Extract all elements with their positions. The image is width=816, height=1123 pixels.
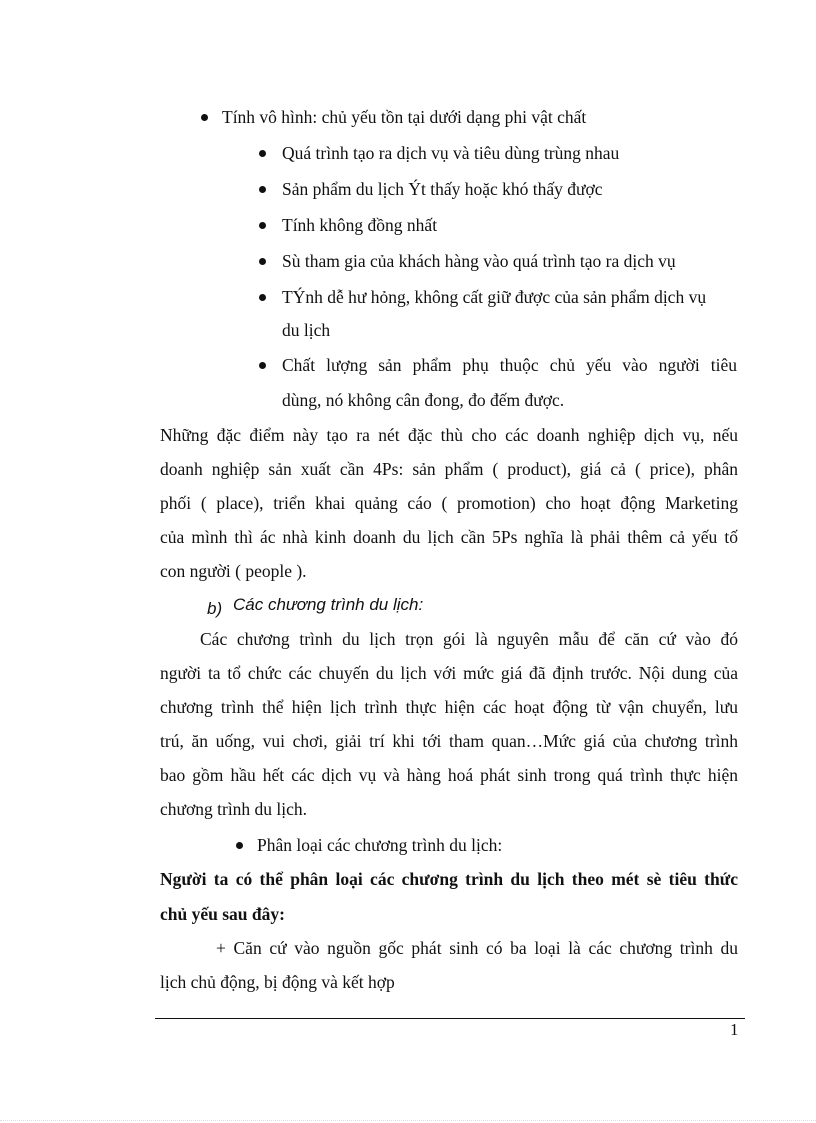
list-item-continuation: dùng, nó không cân đong, đo đếm được. (282, 390, 565, 410)
list-item: Quá trình tạo ra dịch vụ và tiêu dùng trùng nhau (282, 143, 620, 163)
bold-paragraph-line: chủ yếu sau đây: (160, 904, 285, 924)
paragraph-line: chương trình thể hiện lịch trình thực hiện các hoạt động từ vận chuyển, lưu (160, 697, 738, 717)
list-item-continuation: du lịch (282, 320, 331, 340)
list-item: Phân loại các chương trình du lịch: (257, 835, 503, 855)
paragraph-line: phối ( place), triển khai quảng cáo ( promotion) cho hoạt động Marketing (160, 493, 738, 513)
paragraph-line: trú, ăn uống, vui chơi, giải trí khi tới tham quan…Mức giá của chương trình (160, 731, 738, 751)
paragraph-line: doanh nghiệp sản xuất cần 4Ps: sản phẩm ( product), giá cả ( price), phân (160, 459, 738, 479)
bold-paragraph-line: Người ta có thể phân loại các chương trình du lịch theo mét sè tiêu thức (160, 869, 738, 889)
paragraph-line: chương trình du lịch. (160, 799, 308, 819)
list-item: Chất lượng sản phẩm phụ thuộc chủ yếu vào người tiêu (282, 355, 737, 375)
list-item: TÝnh dễ hư hỏng, không cất giữ được của sản phẩm dịch vụ (282, 287, 707, 307)
list-item: Tính vô hình: chủ yếu tồn tại dưới dạng phi vật chất (222, 107, 587, 127)
list-item: Tính không đồng nhất (282, 215, 438, 235)
list-item: Sản phẩm du lịch Ýt thấy hoặc khó thấy được (282, 179, 603, 199)
paragraph-line: + Căn cứ vào nguồn gốc phát sinh có ba loại là các chương trình du (216, 938, 738, 958)
bullet-dot (236, 842, 243, 849)
section-title: Các chương trình du lịch: (233, 595, 424, 614)
page-number: 1 (730, 1020, 739, 1039)
bullet-dot (259, 186, 266, 193)
bullet-dot (259, 150, 266, 157)
paragraph-line: bao gồm hầu hết các dịch vụ và hàng hoá phát sinh trong quá trình thực hiện (160, 765, 738, 785)
paragraph-line: của mình thì ác nhà kinh doanh du lịch cần 5Ps nghĩa là phải thêm cả yếu tố (160, 527, 738, 547)
page-bottom-border (0, 1120, 816, 1121)
bullet-dot (259, 222, 266, 229)
section-label: b) (207, 599, 223, 618)
footer-rule (155, 1018, 745, 1019)
list-item: Sù tham gia của khách hàng vào quá trình tạo ra dịch vụ (282, 251, 676, 271)
paragraph-line: người ta tổ chức các chuyến du lịch với mức giá đã định trước. Nội dung của (160, 663, 738, 683)
bullet-dot (259, 258, 266, 265)
bullet-dot (201, 114, 208, 121)
paragraph-line: Những đặc điểm này tạo ra nét đặc thù cho các doanh nghiệp dịch vụ, nếu (160, 425, 738, 445)
paragraph-line: lịch chủ động, bị động và kết hợp (160, 972, 395, 992)
bullet-dot (259, 362, 266, 369)
paragraph-line: con người ( people ). (160, 561, 307, 581)
paragraph-line: Các chương trình du lịch trọn gói là nguyên mẫu để căn cứ vào đó (200, 629, 738, 649)
bullet-dot (259, 294, 266, 301)
